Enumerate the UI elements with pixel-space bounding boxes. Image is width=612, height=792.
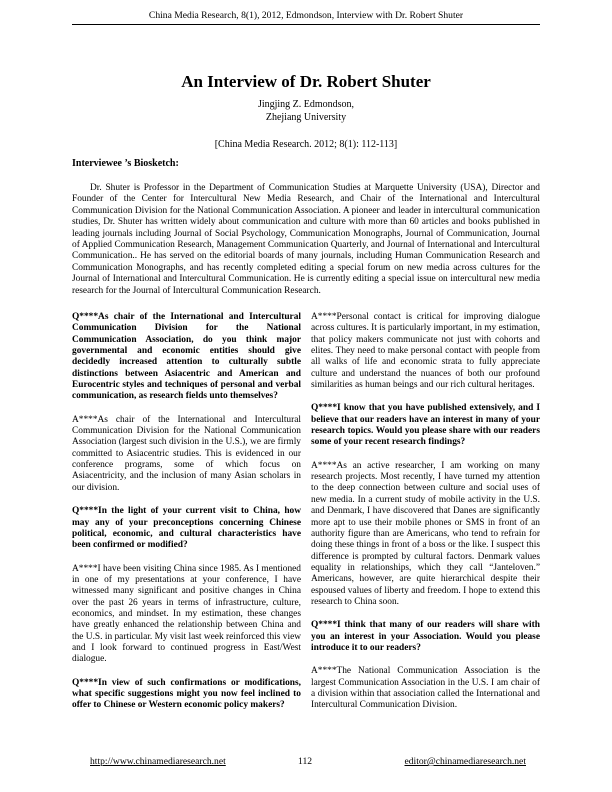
question: Q****I think that many of our readers will share with you an interest in your Association. Would you please introduce it to our readers? [311, 620, 540, 653]
author-block [0, 98, 612, 124]
question: Q****As chair of the International and Intercultural Communication Division for the National Communication Association, do you think major governmental and economic entities should give decidedly increased attention to culturally subtle distinctions between Asiacentric and American and Eurocentric styles and techniques of personal and verbal communication, as research fields unto themselves? [72, 312, 301, 402]
answer: A****As chair of the International and Intercultural Communication Division for the National Communication Association (largest such division in the U.S.), we are firmly committed to Asiacentric studies. This is evidenced in our conference programs, some of which focus on Asiacentricity, and the inclusion of many Asian scholars in our division. [72, 414, 301, 493]
author-affiliation: Zhejiang University [265, 112, 347, 123]
biosketch-heading: Interviewee ’s Biosketch: [72, 158, 179, 169]
right-column [311, 312, 540, 724]
question: Q****In view of such confirmations or modifications, what specific suggestions might you now feel inclined to offer to Chinese or Western economic policy makers? [72, 677, 301, 711]
author-name: Jingjing Z. Edmondson, [257, 99, 355, 110]
answer: A****The National Communication Association is the largest Communication Association in the U.S. I am chair of a division within that association called the International and Intercultural Communication Division. [311, 666, 540, 711]
question: Q****I know that you have published extensively, and I believe that our readers have an interest in many of your research topics. Would you please share with our readers some of your recent research findings? [311, 403, 540, 448]
page-number: 112 [298, 756, 313, 767]
footer-url-link[interactable]: http://www.chinamediaresearch.net [90, 756, 226, 767]
footer-email-link[interactable]: editor@chinamediaresearch.net [404, 756, 526, 767]
paper-title: An Interview of Dr. Robert Shuter [181, 72, 431, 91]
citation: [China Media Research. 2012; 8(1): 112-113] [214, 139, 398, 150]
answer: A****Personal contact is critical for improving dialogue across cultures. It is particularly important, in my estimation, that policy makers communicate not just with cohorts and elites. They need to make personal contact with people from all walks of life and economic strata to fully appreciate culture and understand the nuances of both our profound similarities as human beings and our rich cultural heritages. [311, 312, 540, 391]
running-head: China Media Research, 8(1), 2012, Edmondson, Interview with Dr. Robert Shuter [72, 10, 540, 25]
answer: A****I have been visiting China since 1985. As I mentioned in one of my presentations at your conference, I have witnessed many significant and positive changes in China over the past 26 years in terms of infrastructure, culture, economics, and mindset. In my estimation, these changes have greatly enhanced the relationship between China and the U.S. in particular. My visit last week reinforced this view and I look forward to continued progress in East/West dialogue. [72, 563, 301, 665]
biosketch-text: Dr. Shuter is Professor in the Department of Communication Studies at Marquette University (USA), Director and Founder of the Center for Intercultural New Media Research, and Chair of the International and Intercultural Communication Division for the National Communication Association. A pioneer and leader in intercultural communication studies, Dr. Shuter has written widely about communication and culture with more than 60 articles and books published in leading journals including Journal of Social Psychology, Communication Monographs, Journal of Communication, Journal of Applied Communication Research, Management Communication Quarterly, and Journal of International and Intercultural Communication.. He has served on the editorial boards of many journals, including Human Communication Research and Communication Monographs, and has recently completed editing a special forum on new media across cultures for the Journal of International and Intercultural Communication. He is currently editing a special issue on intercultural new media research for the Journal of Intercultural Communication Research. [72, 183, 540, 296]
question: Q****In the light of your current visit to China, how may any of your preconceptions concerning Chinese political, economic, and cultural characteristics have been confirmed or modified? [72, 506, 301, 551]
answer: A****As an active researcher, I am working on many research projects. Most recently, I have turned my attention to the deep connection between culture and social uses of new media. In a current study of mobile activity in the U.S. and Denmark, I have discovered that Danes are significantly more apt to use their mobile phones or SMS in front of an authority figure than are Americans, who tend to refrain for doing these things in front of a boss or the like. I suspect this difference is prompted by cultural factors. Denmark values equality in relationships, which they call “Janteloven.” Americans, however, are quite hierarchical despite their espoused values of liberty and freedom. I hope to extend this research to China soon. [311, 460, 540, 607]
left-column [72, 312, 301, 724]
